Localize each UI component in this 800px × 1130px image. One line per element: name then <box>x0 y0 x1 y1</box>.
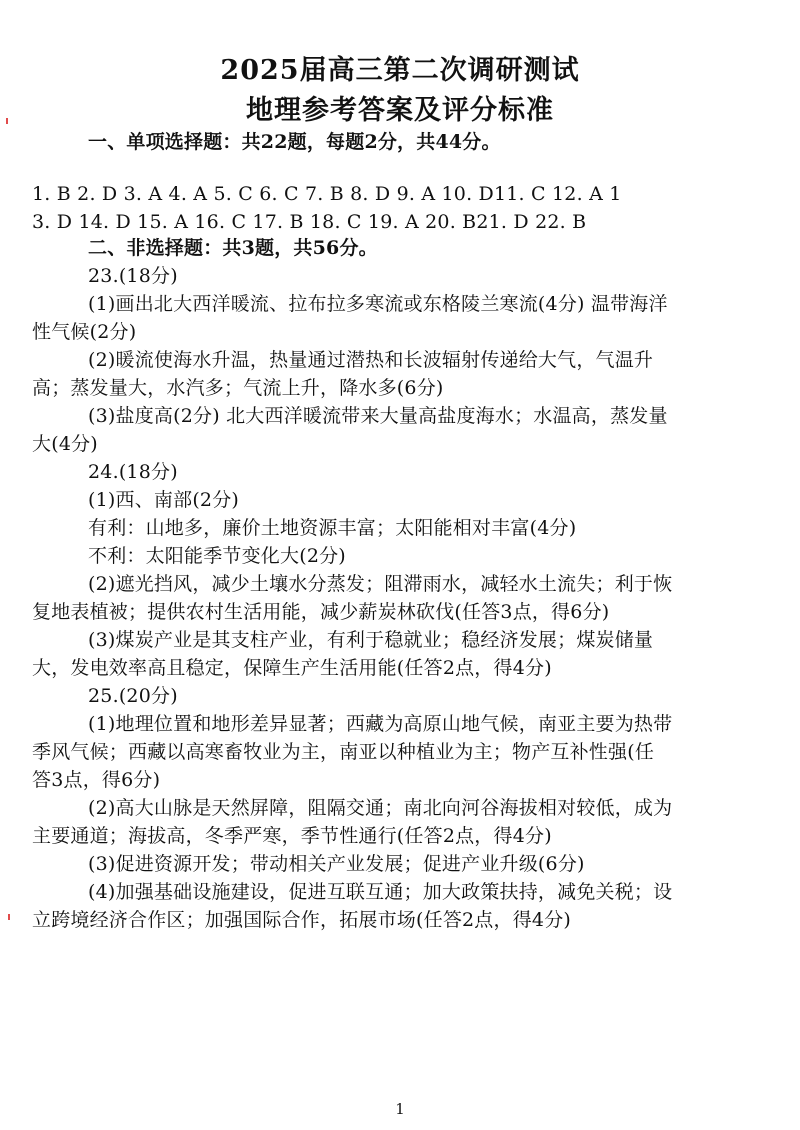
q23-part1-cont: 性气候(2分) <box>32 321 137 343</box>
q24-part3-cont: 大，发电效率高且稳定，保障生产生活用能(任答2点，得4分) <box>32 657 552 679</box>
q25-part1: (1)地理位置和地形差异显著；西藏为高原山地气候，南亚主要为热带 <box>88 713 673 735</box>
q23-part1: (1)画出北大西洋暖流、拉布拉多寒流或东格陵兰寒流(4分) 温带海洋 <box>88 293 668 315</box>
edge-mark <box>8 914 10 920</box>
q24-part2: (2)遮光挡风，减少土壤水分蒸发；阻滞雨水，减轻水土流失；利于恢 <box>88 573 673 595</box>
q24-title: 24.(18分) <box>88 461 178 483</box>
q25-part4-cont: 立跨境经济合作区；加强国际合作，拓展市场(任答2点，得4分) <box>32 909 572 931</box>
mc-answers-line: 1. B 2. D 3. A 4. A 5. C 6. C 7. B 8. D 9. A 10. D11. C 12. A 1 <box>32 183 622 205</box>
mc-answers-line: 3. D 14. D 15. A 16. C 17. B 18. C 19. A 20. B21. D 22. B <box>32 211 587 233</box>
q24-part1-advantage: 有利：山地多，廉价土地资源丰富；太阳能相对丰富(4分) <box>88 517 577 539</box>
q25-part2: (2)高大山脉是天然屏障，阻隔交通；南北向河谷海拔相对较低，成为 <box>88 797 673 819</box>
q23-part2: (2)暖流使海水升温，热量通过潜热和长波辐射传递给大气，气温升 <box>88 349 654 371</box>
q25-part1-cont: 季风气候；西藏以高寒畜牧业为主，南亚以种植业为主；物产互补性强(任 <box>32 741 655 763</box>
document-subtitle: 地理参考答案及评分标准 <box>246 95 554 126</box>
q25-part4: (4)加强基础设施建设，促进互联互通；加大政策扶持，减免关税；设 <box>88 881 673 903</box>
q23-title: 23.(18分) <box>88 265 178 287</box>
q23-part3-cont: 大(4分) <box>32 433 98 455</box>
q23-part2-cont: 高；蒸发量大，水汽多；气流上升，降水多(6分) <box>32 377 444 399</box>
section1-heading: 一、单项选择题：共22题，每题2分，共44分。 <box>88 131 501 153</box>
q24-part3: (3)煤炭产业是其支柱产业，有利于稳就业；稳经济发展；煤炭储量 <box>88 629 654 651</box>
q25-part2-cont: 主要通道；海拔高，冬季严寒，季节性通行(任答2点，得4分) <box>32 825 552 847</box>
q24-part2-cont: 复地表植被；提供农村生活用能，减少薪炭林砍伐(任答3点，得6分) <box>32 601 610 623</box>
page-number: 1 <box>395 1100 405 1118</box>
section2-heading: 二、非选择题：共3题，共56分。 <box>88 237 378 259</box>
q25-title: 25.(20分) <box>88 685 178 707</box>
q23-part3: (3)盐度高(2分) 北大西洋暖流带来大量高盐度海水；水温高，蒸发量 <box>88 405 668 427</box>
q24-part1-disadvantage: 不利：太阳能季节变化大(2分) <box>88 545 346 567</box>
q24-part1: (1)西、南部(2分) <box>88 489 240 511</box>
q25-part3: (3)促进资源开发；带动相关产业发展；促进产业升级(6分) <box>88 853 585 875</box>
q25-part1-cont: 答3点，得6分) <box>32 769 161 791</box>
document-title: 2025届高三第二次调研测试 <box>220 55 580 86</box>
